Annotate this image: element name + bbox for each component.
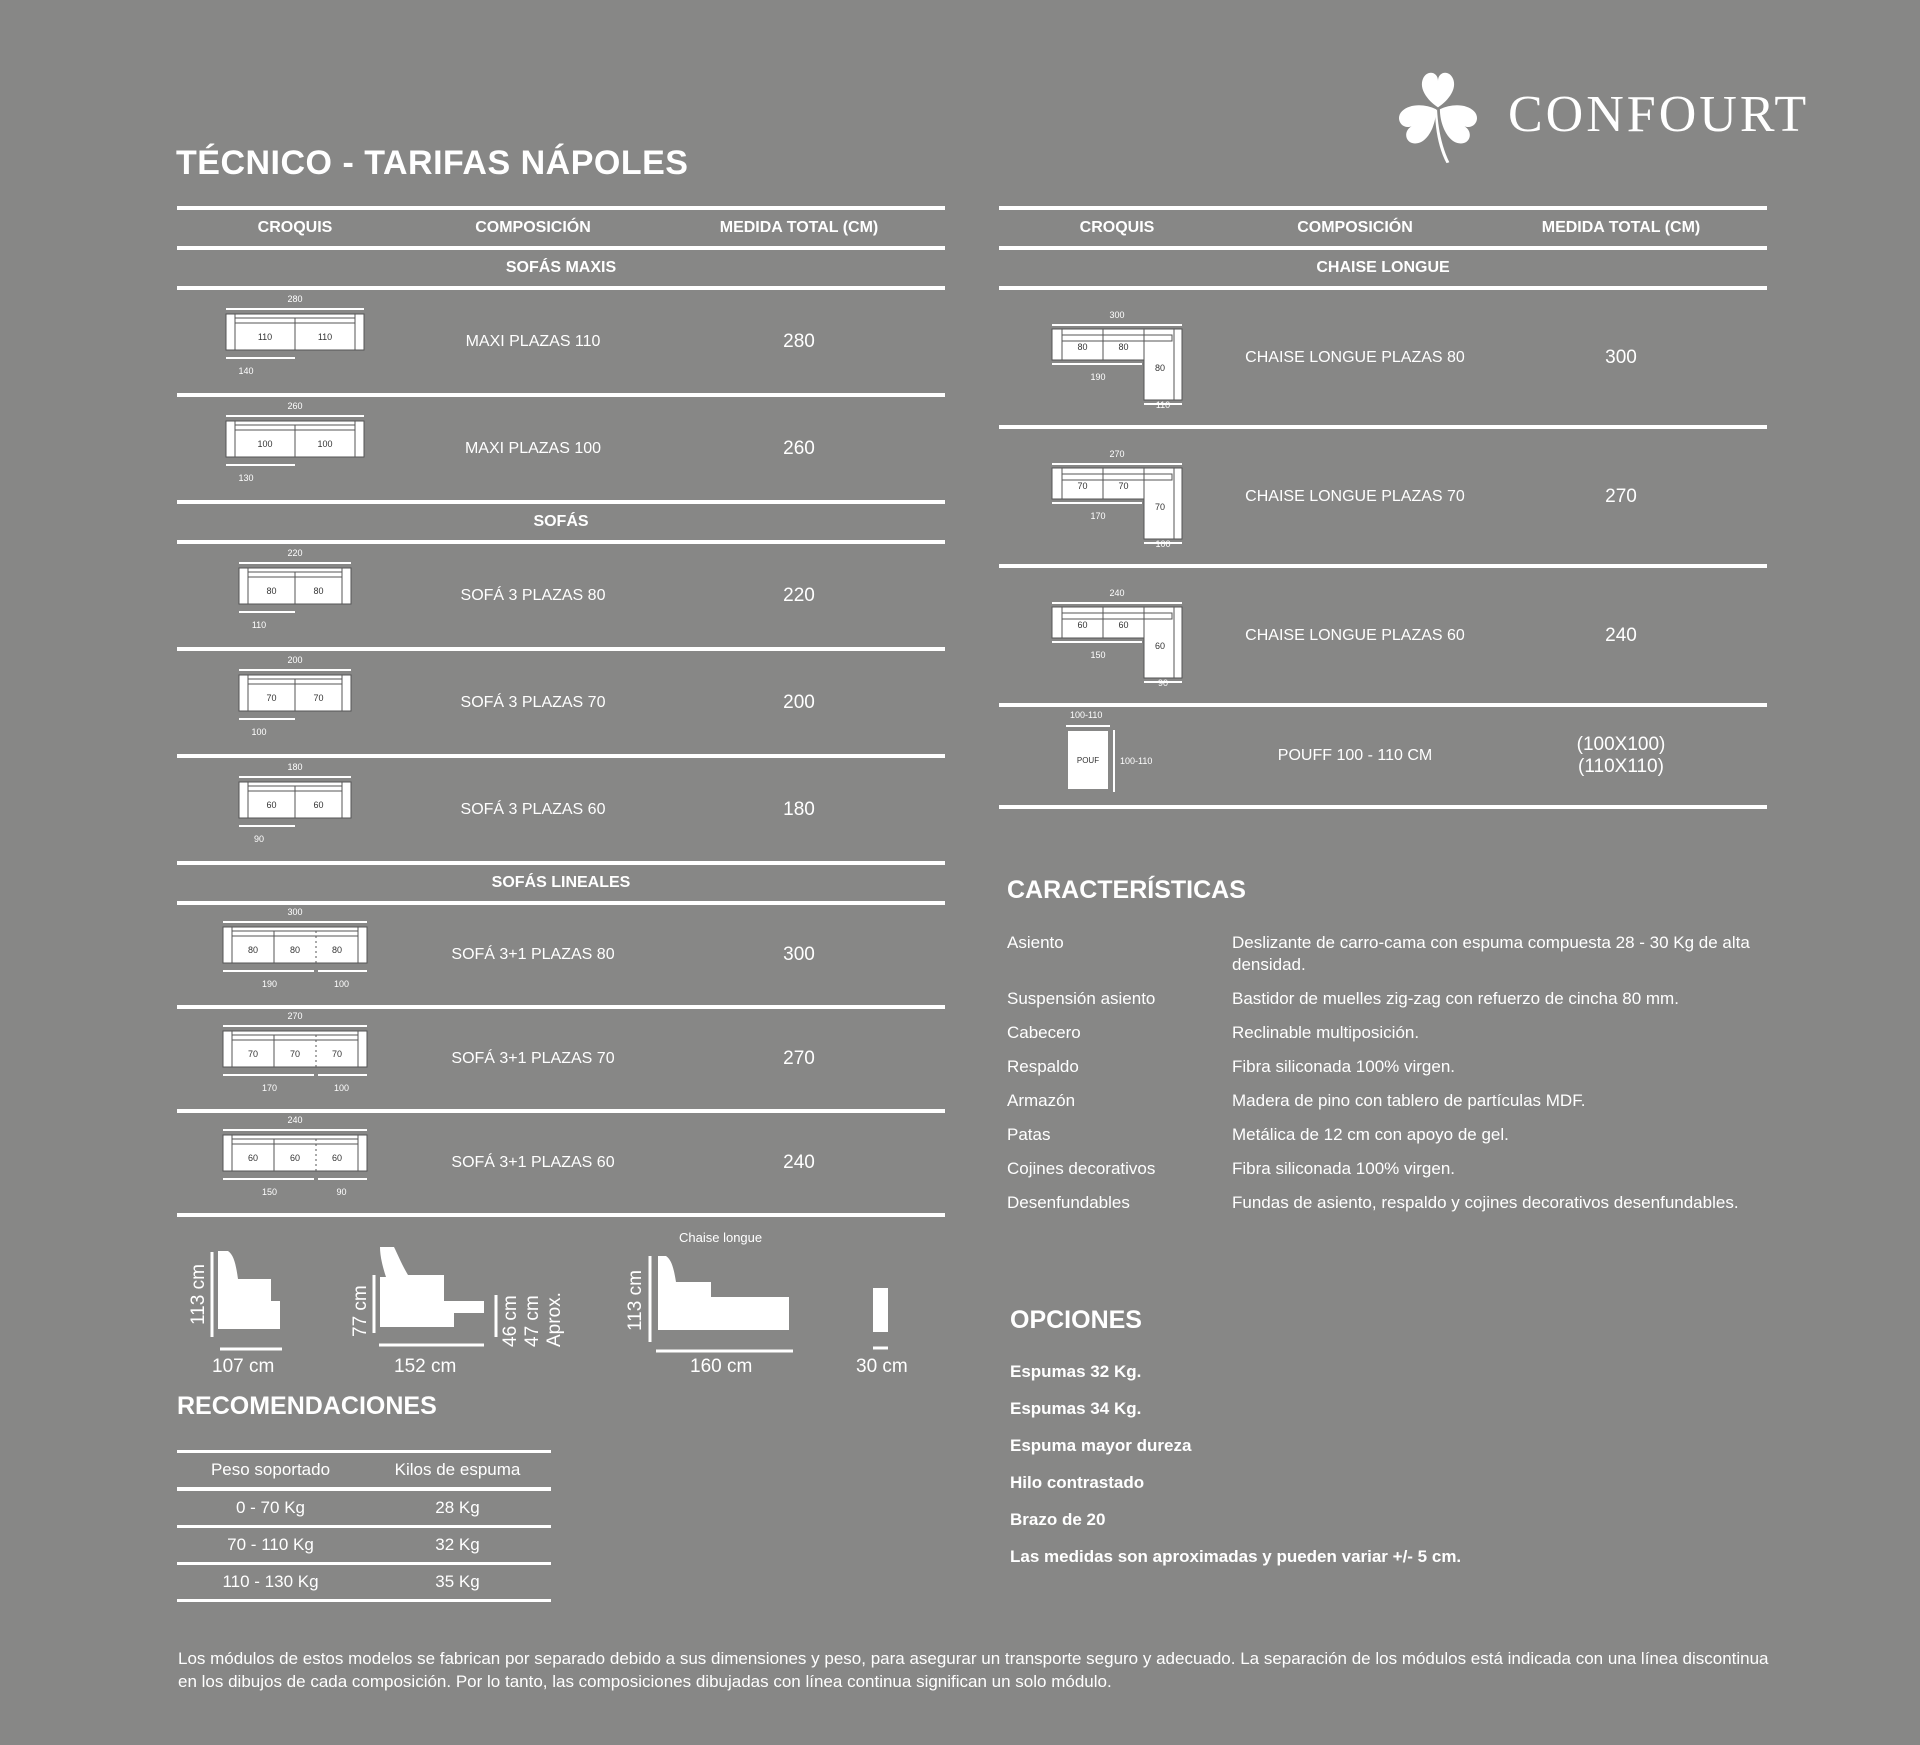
croquis-cell [177, 1009, 413, 1109]
rec-header [177, 1453, 551, 1487]
sofa-depth: 107 cm [212, 1356, 275, 1377]
medida-cell [653, 585, 945, 607]
table-header [177, 210, 945, 246]
composicion-cell: SOFÁ 3 PLAZAS 60 [460, 800, 606, 818]
seat-width-label: 110 [257, 331, 273, 342]
medida-cell [1475, 486, 1767, 508]
side-profiles [176, 1225, 936, 1385]
medida-value: 280 [783, 330, 815, 352]
sofa-bed-height: 77 cm [350, 1285, 371, 1337]
rec-row [177, 1491, 551, 1525]
total-width-label: 240 [1109, 587, 1125, 598]
divider [177, 1213, 945, 1217]
table-row [177, 758, 945, 861]
sofa-profile [188, 1251, 282, 1377]
medida-value: 300 [1605, 346, 1637, 368]
seat-width-label: 80 [331, 945, 343, 955]
feature-value: Fibra siliconada 100% virgen. [1232, 1159, 1456, 1178]
feature-label: Asiento [1007, 933, 1064, 952]
seat-width-label: 60 [1077, 619, 1088, 630]
pouf-label: POUF [1076, 756, 1100, 765]
sofa-sketch [1042, 308, 1192, 408]
table-row [177, 1009, 945, 1109]
total-width-label: 270 [1109, 448, 1125, 459]
sofa-sketch [220, 1113, 370, 1213]
medida-cell [653, 692, 945, 714]
sofa-sketch [1042, 706, 1192, 806]
medida-cell [653, 438, 945, 460]
seat-width-label: 70 [1118, 480, 1129, 491]
table-row [999, 290, 1767, 425]
feature-label: Desenfundables [1007, 1193, 1130, 1212]
seat-width-label: 80 [266, 585, 277, 596]
medida-cell [653, 944, 945, 966]
module-width-label: 150 [1090, 649, 1106, 660]
total-width-label: 260 [287, 400, 303, 411]
sofa-sketch [1042, 586, 1192, 686]
croquis-cell [177, 760, 413, 860]
footer-note: Los módulos de estos modelos se fabrican por separado debido a sus dimensiones y peso, para asegurar un transporte seguro y adecuado. La separación de los módulos está indicada con una línea discontinua en los dibujos de cada composición. Por lo tanto, las composiciones dibujadas con línea continua significan un solo módulo. [178, 1649, 1769, 1691]
module-width-label: 100 [1155, 538, 1171, 547]
seat-height-2: 47 cm [522, 1295, 543, 1347]
kilos-cell: 32 Kg [435, 1535, 480, 1554]
module-width-label: 90 [1157, 677, 1169, 686]
total-width-label: 240 [287, 1115, 303, 1125]
seat-width-label: 80 [1118, 341, 1129, 352]
medida-cell [1475, 734, 1767, 778]
seat-width-label: 70 [1077, 480, 1088, 491]
module-width-label: 140 [238, 365, 254, 376]
module-width-label: 130 [238, 472, 254, 483]
module-width-label: 90 [336, 1187, 347, 1197]
medida-value: 240 [783, 1152, 815, 1173]
option-item: Hilo contrastado [1010, 1473, 1145, 1492]
composicion-cell: SOFÁ 3 PLAZAS 70 [460, 693, 606, 711]
total-width-label: 300 [1109, 309, 1125, 320]
table-header [999, 210, 1767, 246]
feature-row [1007, 1090, 1787, 1112]
table-row [999, 568, 1767, 703]
chaise-profile [625, 1230, 793, 1377]
composicion-cell: CHAISE LONGUE PLAZAS 80 [1245, 348, 1465, 366]
feature-label: Patas [1007, 1125, 1051, 1144]
feature-label: Cabecero [1007, 1023, 1081, 1042]
sofa-sketch [220, 546, 370, 646]
page-title: TÉCNICO - TARIFAS NÁPOLES [176, 144, 689, 182]
sofa-sketch [220, 399, 370, 499]
composicion-cell: SOFÁ 3+1 PLAZAS 60 [451, 1154, 615, 1171]
peso-cell: 110 - 130 Kg [222, 1572, 319, 1591]
brand-name: CONFOURT [1508, 85, 1810, 143]
recomendaciones-table [177, 1450, 551, 1602]
composicion-cell: MAXI PLAZAS 110 [465, 332, 601, 350]
total-width-label: 200 [287, 654, 303, 665]
medida-cell [653, 1048, 945, 1070]
feature-row [1007, 1158, 1787, 1180]
sofa-sketch [220, 653, 370, 753]
composicion-cell: POUFF 100 - 110 CM [1277, 747, 1433, 764]
table-row [177, 905, 945, 1005]
seat-width-label: 60 [313, 799, 324, 810]
total-width-label: 180 [287, 761, 303, 772]
seat-width-label: 60 [331, 1153, 343, 1163]
croquis-cell [999, 706, 1235, 806]
feature-value: Metálica de 12 cm con apoyo de gel. [1232, 1125, 1509, 1144]
total-width-label: 280 [287, 293, 303, 304]
module-width-label: 150 [261, 1187, 278, 1197]
total-width-label: 300 [287, 907, 303, 917]
seat-height-1: 46 cm [500, 1295, 521, 1347]
header-medida: MEDIDA TOTAL (CM) [719, 219, 879, 236]
opciones-list [1010, 1362, 1461, 1584]
medida-cell [653, 1152, 945, 1174]
feature-row [1007, 988, 1787, 1010]
caracteristicas-title: CARACTERÍSTICAS [1007, 876, 1246, 904]
table-row [177, 544, 945, 647]
medida-value: 260 [783, 437, 815, 459]
composicion-cell: CHAISE LONGUE PLAZAS 60 [1245, 626, 1465, 644]
seat-width-label: 80 [313, 585, 324, 596]
seat-width-label: 70 [313, 692, 324, 703]
table-row [177, 290, 945, 393]
croquis-cell [177, 653, 413, 753]
seat-width-label: 80 [289, 945, 301, 955]
medida-value: (100X100) [1576, 734, 1666, 755]
seat-width-label: 80 [1154, 362, 1166, 373]
croquis-cell [177, 905, 413, 1005]
feature-label: Suspensión asiento [1007, 989, 1156, 1008]
sofa-bed-depth: 152 cm [394, 1356, 457, 1377]
total-width-label: 220 [287, 547, 303, 558]
seat-width-label: 70 [289, 1049, 301, 1059]
clover-icon [1390, 62, 1486, 166]
composicion-cell: SOFÁ 3 PLAZAS 80 [460, 586, 606, 604]
module-width-label: 90 [253, 833, 265, 844]
pouf-depth-label: 100-110 [1120, 756, 1153, 766]
feature-value: Madera de pino con tablero de partículas MDF. [1232, 1091, 1586, 1110]
feature-row [1007, 1192, 1787, 1214]
module-width-label: 110 [251, 619, 267, 630]
option-item: Brazo de 20 [1010, 1510, 1106, 1529]
seat-height-approx: Aprox. [544, 1292, 565, 1347]
composicion-cell: SOFÁ 3+1 PLAZAS 70 [451, 1050, 615, 1067]
seat-width-label: 100 [257, 438, 273, 449]
seat-width-label: 70 [266, 692, 277, 703]
module-width-label: 190 [1090, 371, 1106, 382]
composicion-cell: SOFÁ 3+1 PLAZAS 80 [451, 946, 615, 963]
seat-width-label: 110 [317, 331, 333, 342]
seat-width-label: 70 [331, 1049, 343, 1059]
chaise-label: Chaise longue [679, 1230, 763, 1245]
section-title: SOFÁS [533, 513, 589, 530]
seat-width-label: 100 [317, 438, 333, 449]
module-width-label: 100 [251, 726, 267, 737]
module-width-label: 170 [1090, 510, 1106, 521]
croquis-cell [999, 447, 1235, 547]
caracteristicas-list [1007, 932, 1787, 1226]
seat-width-label: 60 [1118, 619, 1129, 630]
medida-value: 180 [783, 798, 815, 820]
medida-value: 200 [783, 691, 815, 713]
section-title: SOFÁS MAXIS [505, 259, 617, 276]
feature-value: Fibra siliconada 100% virgen. [1232, 1057, 1456, 1076]
rec-row [177, 1528, 551, 1562]
seat-width-label: 60 [289, 1153, 301, 1163]
seat-width-label: 80 [247, 945, 259, 955]
section-title: CHAISE LONGUE [1316, 259, 1450, 276]
arm-width: 30 cm [856, 1356, 908, 1377]
feature-row [1007, 1022, 1787, 1044]
medida-value: 300 [783, 944, 815, 965]
croquis-cell [999, 308, 1235, 408]
option-item: Espumas 32 Kg. [1010, 1362, 1142, 1381]
peso-cell: 0 - 70 Kg [236, 1498, 305, 1517]
feature-label: Armazón [1007, 1091, 1076, 1110]
sofa-sketch [220, 292, 370, 392]
croquis-cell [177, 546, 413, 646]
medida-value: 270 [1605, 485, 1637, 507]
total-width-label: 270 [287, 1011, 303, 1021]
recomendaciones-title: RECOMENDACIONES [177, 1392, 437, 1420]
seat-width-label: 60 [1154, 640, 1166, 651]
feature-label: Cojines decorativos [1007, 1159, 1156, 1178]
feature-value: Bastidor de muelles zig-zag con refuerzo de cincha 80 mm. [1232, 989, 1679, 1008]
feature-label: Respaldo [1007, 1057, 1079, 1076]
option-item: Espuma mayor dureza [1010, 1436, 1192, 1455]
medida-cell [653, 799, 945, 821]
medida-value-alt: (110X110) [1578, 756, 1664, 777]
module-width-label: 100 [333, 979, 350, 989]
sofa-sketch [1042, 447, 1192, 547]
table-row [999, 707, 1767, 805]
section-title: SOFÁS LINEALES [491, 874, 631, 891]
sofa-sketch [220, 760, 370, 860]
brand-logo [1390, 62, 1809, 166]
option-item: Las medidas son aproximadas y pueden variar +/- 5 cm. [1010, 1547, 1462, 1566]
left-composition-table [177, 206, 945, 1217]
medida-cell [1475, 347, 1767, 369]
divider [177, 1599, 551, 1602]
sofa-height: 113 cm [188, 1264, 209, 1325]
feature-value: Deslizante de carro-cama con espuma compuesta 28 - 30 Kg de alta densidad. [1232, 933, 1750, 974]
right-composition-table [999, 206, 1767, 809]
seat-width-label: 60 [266, 799, 277, 810]
option-item: Espumas 34 Kg. [1010, 1399, 1142, 1418]
header-medida: MEDIDA TOTAL (CM) [1541, 219, 1701, 236]
medida-value: 270 [783, 1048, 815, 1069]
peso-cell: 70 - 110 Kg [227, 1535, 314, 1554]
rec-row [177, 1565, 551, 1599]
table-row [177, 1113, 945, 1213]
croquis-cell [177, 292, 413, 392]
feature-value: Fundas de asiento, respaldo y cojines decorativos desenfundables. [1232, 1193, 1739, 1212]
medida-cell [653, 331, 945, 353]
seat-width-label: 60 [247, 1153, 259, 1163]
kilos-cell: 35 Kg [435, 1572, 480, 1591]
seat-width-label: 70 [1154, 501, 1166, 512]
seat-width-label: 80 [1077, 341, 1088, 352]
feature-row [1007, 1124, 1787, 1146]
header-croquis: CROQUIS [1079, 219, 1155, 236]
header-croquis: CROQUIS [257, 219, 333, 236]
composicion-cell: MAXI PLAZAS 100 [464, 439, 602, 457]
medida-value: 240 [1605, 624, 1637, 646]
module-width-label: 100 [333, 1083, 350, 1093]
table-row [999, 429, 1767, 564]
croquis-cell [177, 1113, 413, 1213]
composicion-cell: CHAISE LONGUE PLAZAS 70 [1245, 487, 1465, 505]
module-width-label: 110 [1155, 399, 1171, 408]
croquis-cell [999, 586, 1235, 686]
module-width-label: 170 [261, 1083, 278, 1093]
feature-value: Reclinable multiposición. [1232, 1023, 1420, 1042]
header-composicion: COMPOSICIÓN [1297, 219, 1413, 236]
feature-row [1007, 932, 1787, 976]
module-width-label: 190 [261, 979, 278, 989]
header-kilos: Kilos de espuma [394, 1460, 521, 1479]
header-composicion: COMPOSICIÓN [475, 219, 591, 236]
sofa-sketch [220, 905, 370, 1005]
table-row [177, 651, 945, 754]
kilos-cell: 28 Kg [435, 1498, 480, 1517]
header-peso: Peso soportado [210, 1460, 331, 1479]
sofa-bed-profile [350, 1247, 565, 1377]
opciones-title: OPCIONES [1010, 1306, 1142, 1334]
table-row [177, 397, 945, 500]
pouf-width-label: 100-110 [1070, 710, 1103, 720]
seat-width-label: 70 [247, 1049, 259, 1059]
chaise-height: 113 cm [625, 1270, 646, 1331]
chaise-depth: 160 cm [690, 1356, 753, 1377]
croquis-cell [177, 399, 413, 499]
arm-profile [856, 1288, 908, 1377]
medida-cell [1475, 625, 1767, 647]
feature-row [1007, 1056, 1787, 1078]
medida-value: 220 [783, 584, 815, 606]
sofa-sketch [220, 1009, 370, 1109]
